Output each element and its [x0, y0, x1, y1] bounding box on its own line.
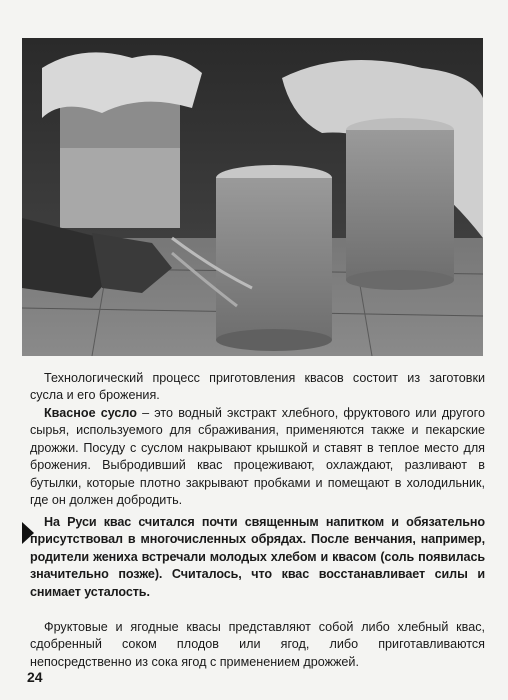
history-callout-paragraph: На Руси квас считался почти священным напитком и обязательно присутствовал в многочисленных обрядах. После венчания, например, родители жениха встречали молодых хлебом и квасом (соль появилась значительно позже). Считалось, что квас восстанавливает силы и снимает усталость. [30, 515, 485, 599]
kvass-photo-image [22, 38, 483, 356]
fruit-kvass-paragraph: Фруктовые и ягодные квасы представляют собой либо хлебный квас, сдобренный соком плодов или ягод, либо приготавливаются непосредственно из сока ягод с применением дрожжей. [30, 620, 485, 669]
kvass-wort-definition: – это водный экстракт хлебного, фруктового или другого сырья, используемого для сбраживания, применяются также и пекарские дрожжи. Посуду с суслом накрывают крышкой и ставят в теплое место для брожения. Выбродивший квас процеживают, охлаждают, разливают в бутылки, которые плотно закрывают пробками и помещают в холодильник, где он должен добродить. [30, 406, 485, 508]
kvass-wort-paragraph [30, 405, 485, 509]
kvass-photo [22, 38, 483, 356]
kvass-wort-term: Квасное сусло [44, 406, 137, 420]
intro-paragraph: Технологический процесс приготовления квасов состоит из заготовки сусла и его брожения. [30, 371, 485, 403]
page-number: 24 [27, 669, 43, 685]
